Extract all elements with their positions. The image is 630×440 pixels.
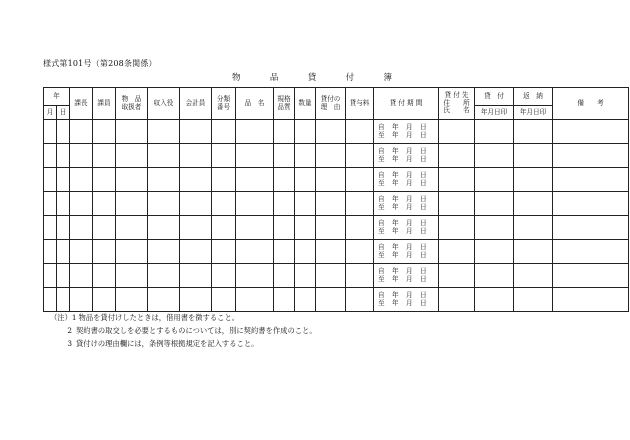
income-officer-header: 収入役	[148, 88, 180, 120]
ledger-cell[interactable]	[475, 216, 514, 240]
ledger-cell[interactable]	[553, 240, 629, 264]
ledger-cell[interactable]	[316, 192, 346, 216]
ledger-cell[interactable]	[212, 192, 236, 216]
ledger-cell[interactable]	[274, 288, 295, 312]
ledger-cell[interactable]	[553, 192, 629, 216]
ledger-cell[interactable]	[295, 240, 316, 264]
quantity-header: 数量	[295, 88, 316, 120]
ledger-cell[interactable]	[236, 144, 274, 168]
ledger-cell[interactable]	[346, 288, 374, 312]
ledger-cell[interactable]	[553, 288, 629, 312]
ledger-cell[interactable]	[346, 192, 374, 216]
ledger-cell[interactable]	[236, 216, 274, 240]
ledger-cell[interactable]	[70, 216, 93, 240]
day-header: 日	[57, 106, 70, 120]
period-from: 自 年 月 日	[378, 194, 427, 203]
title-char: 付	[345, 73, 355, 83]
ledger-cell[interactable]	[316, 288, 346, 312]
ledger-cell[interactable]	[212, 240, 236, 264]
goods-handler-header: 物 品 取扱者	[116, 88, 148, 120]
ledger-cell[interactable]	[274, 264, 295, 288]
ledger-cell[interactable]	[295, 192, 316, 216]
return-date-seal-header: 年月日印	[514, 106, 553, 120]
accountant-header: 会計員	[180, 88, 212, 120]
ledger-cell[interactable]	[148, 120, 180, 144]
ledger-cell[interactable]	[475, 240, 514, 264]
ledger-cell[interactable]	[295, 120, 316, 144]
ledger-cell[interactable]	[514, 144, 553, 168]
loan-period-cell[interactable]	[374, 192, 439, 216]
ledger-cell[interactable]	[439, 168, 475, 192]
note-line	[50, 337, 317, 350]
table-row	[44, 240, 629, 264]
ledger-cell[interactable]	[439, 288, 475, 312]
ledger-cell[interactable]	[57, 144, 70, 168]
ledger-cell[interactable]	[148, 168, 180, 192]
ledger-cell[interactable]	[93, 192, 116, 216]
ledger-cell[interactable]	[44, 288, 57, 312]
form-id: 様式第101号（第208条関係）	[43, 59, 157, 68]
ledger-cell[interactable]	[70, 144, 93, 168]
notes	[50, 311, 317, 350]
lender-info-header: 貸 付 先 住 所 氏 名	[439, 88, 475, 120]
ledger-cell[interactable]	[148, 216, 180, 240]
ledger-cell[interactable]	[475, 168, 514, 192]
spec-quality-header: 規格 品質	[274, 88, 295, 120]
ledger-cell[interactable]	[346, 240, 374, 264]
ledger-cell[interactable]	[93, 168, 116, 192]
period-to: 至 年 月 日	[378, 154, 427, 163]
ledger-cell[interactable]	[439, 264, 475, 288]
period-to: 至 年 月 日	[378, 298, 427, 307]
ledger-cell[interactable]	[475, 144, 514, 168]
loan-period-header: 貸 付 期 間	[374, 88, 439, 120]
ledger-cell[interactable]	[93, 264, 116, 288]
loan-period-cell[interactable]	[374, 144, 439, 168]
period-from: 自 年 月 日	[378, 146, 427, 155]
loan-fee-header: 貸与料	[346, 88, 374, 120]
note-text: 物品を貸付けしたときは，借用書を徴すること。	[78, 313, 240, 322]
ledger-cell[interactable]	[44, 120, 57, 144]
ledger-cell[interactable]	[93, 216, 116, 240]
class-number-header: 分類 番号	[212, 88, 236, 120]
ledger-cell[interactable]	[514, 120, 553, 144]
ledger-cell[interactable]	[70, 192, 93, 216]
note-text: 契約書の取交しを必要とするものについては，別に契約書を作成のこと。	[76, 326, 317, 335]
period-from: 自 年 月 日	[378, 122, 427, 131]
ledger-cell[interactable]	[180, 168, 212, 192]
ledger-cell[interactable]	[44, 264, 57, 288]
title-char: 物	[232, 73, 241, 83]
period-to: 至 年 月 日	[378, 274, 427, 283]
ledger-cell[interactable]	[316, 216, 346, 240]
ledger-cell[interactable]	[148, 144, 180, 168]
ledger-cell[interactable]	[212, 216, 236, 240]
loan-period-cell[interactable]	[374, 216, 439, 240]
note-text: 貸付けの理由欄には，条例等根拠規定を記入すること。	[76, 339, 259, 348]
title-char: 品	[269, 73, 279, 83]
ledger-cell[interactable]	[70, 120, 93, 144]
table-row	[44, 120, 629, 144]
ledger-cell[interactable]	[475, 264, 514, 288]
staff-header: 課員	[93, 88, 116, 120]
ledger-cell[interactable]	[475, 192, 514, 216]
ledger-cell[interactable]	[475, 288, 514, 312]
ledger-cell[interactable]	[553, 120, 629, 144]
ledger-cell[interactable]	[148, 288, 180, 312]
ledger-cell[interactable]	[180, 264, 212, 288]
ledger-cell[interactable]	[57, 168, 70, 192]
period-from: 自 年 月 日	[378, 170, 427, 179]
ledger-cell[interactable]	[116, 192, 148, 216]
ledger-cell[interactable]	[553, 168, 629, 192]
ledger-cell[interactable]	[295, 168, 316, 192]
ledger-cell[interactable]	[116, 144, 148, 168]
month-header: 月	[44, 106, 57, 120]
ledger-cell[interactable]	[439, 240, 475, 264]
ledger-cell[interactable]	[274, 192, 295, 216]
note-line	[50, 311, 317, 324]
ledger-cell[interactable]	[70, 264, 93, 288]
title-char: 貸	[307, 73, 317, 83]
ledger-cell[interactable]	[70, 168, 93, 192]
ledger-cell[interactable]	[116, 216, 148, 240]
ledger-cell[interactable]	[116, 288, 148, 312]
ledger-cell[interactable]	[346, 264, 374, 288]
ledger-cell[interactable]	[514, 240, 553, 264]
table-row	[44, 192, 629, 216]
loan-period-cell[interactable]	[374, 264, 439, 288]
ledger-cell[interactable]	[236, 288, 274, 312]
title-char: 簿	[383, 73, 392, 83]
ledger-cell[interactable]	[346, 120, 374, 144]
ledger-cell[interactable]	[316, 168, 346, 192]
period-from: 自 年 月 日	[378, 242, 427, 251]
ledger-cell[interactable]	[553, 264, 629, 288]
ledger-cell[interactable]	[439, 120, 475, 144]
ledger-cell[interactable]	[212, 120, 236, 144]
ledger-cell[interactable]	[57, 120, 70, 144]
ledger-cell[interactable]	[116, 168, 148, 192]
table-row	[44, 264, 629, 288]
note-line	[50, 324, 317, 337]
loan-date-seal-header: 年月日印	[475, 106, 514, 120]
ledger-cell[interactable]	[295, 264, 316, 288]
period-to: 至 年 月 日	[378, 178, 427, 187]
ledger-cell[interactable]	[180, 240, 212, 264]
ledger-cell[interactable]	[180, 144, 212, 168]
ledger-cell[interactable]	[57, 240, 70, 264]
loan-period-cell[interactable]	[374, 120, 439, 144]
ledger-cell[interactable]	[439, 192, 475, 216]
ledger-cell[interactable]	[316, 120, 346, 144]
ledger-cell[interactable]	[212, 288, 236, 312]
ledger-cell[interactable]	[274, 240, 295, 264]
ledger-cell[interactable]	[93, 240, 116, 264]
ledger-cell[interactable]	[57, 192, 70, 216]
ledger-cell[interactable]	[553, 144, 629, 168]
ledger-cell[interactable]	[514, 192, 553, 216]
ledger-cell[interactable]	[295, 144, 316, 168]
ledger-cell[interactable]	[116, 264, 148, 288]
section-chief-header: 課長	[70, 88, 93, 120]
ledger-cell[interactable]	[346, 216, 374, 240]
ledger-cell[interactable]	[116, 240, 148, 264]
ledger-cell[interactable]	[44, 216, 57, 240]
goods-loan-ledger-table	[43, 87, 629, 312]
ledger-cell[interactable]	[475, 120, 514, 144]
ledger-cell[interactable]	[93, 144, 116, 168]
ledger-cell[interactable]	[236, 240, 274, 264]
ledger-cell[interactable]	[148, 192, 180, 216]
table-row	[44, 144, 629, 168]
period-to: 至 年 月 日	[378, 250, 427, 259]
loan-period-cell[interactable]	[374, 240, 439, 264]
ledger-cell[interactable]	[180, 120, 212, 144]
ledger-cell[interactable]	[316, 240, 346, 264]
period-from: 自 年 月 日	[378, 266, 427, 275]
ledger-cell[interactable]	[93, 120, 116, 144]
ledger-cell[interactable]	[295, 216, 316, 240]
ledger-cell[interactable]	[70, 240, 93, 264]
loan-period-cell[interactable]	[374, 288, 439, 312]
page-title	[232, 71, 392, 83]
ledger-cell[interactable]	[514, 168, 553, 192]
ledger-cell[interactable]	[295, 288, 316, 312]
period-to: 至 年 月 日	[378, 226, 427, 235]
note-number: 3	[67, 339, 72, 348]
ledger-cell[interactable]	[57, 264, 70, 288]
ledger-cell[interactable]	[274, 168, 295, 192]
ledger-cell[interactable]	[514, 288, 553, 312]
ledger-cell[interactable]	[148, 264, 180, 288]
ledger-cell[interactable]	[439, 216, 475, 240]
ledger-cell[interactable]	[346, 144, 374, 168]
ledger-cell[interactable]	[553, 216, 629, 240]
ledger-cell[interactable]	[236, 192, 274, 216]
ledger-cell[interactable]	[44, 144, 57, 168]
ledger-cell[interactable]	[44, 192, 57, 216]
note-number: （注）1	[50, 313, 77, 322]
ledger-cell[interactable]	[180, 192, 212, 216]
table-row	[44, 168, 629, 192]
ledger-cell[interactable]	[514, 264, 553, 288]
ledger-cell[interactable]	[70, 288, 93, 312]
ledger-cell[interactable]	[57, 288, 70, 312]
return-header: 返 納	[514, 88, 553, 106]
table-row	[44, 216, 629, 240]
year-header: 年	[44, 88, 70, 106]
ledger-cell[interactable]	[212, 168, 236, 192]
item-name-header: 品 名	[236, 88, 274, 120]
period-from: 自 年 月 日	[378, 290, 427, 299]
period-to: 至 年 月 日	[378, 202, 427, 211]
ledger-cell[interactable]	[148, 240, 180, 264]
ledger-cell[interactable]	[236, 120, 274, 144]
ledger-cell[interactable]	[116, 120, 148, 144]
period-to: 至 年 月 日	[378, 130, 427, 139]
ledger-cell[interactable]	[57, 216, 70, 240]
ledger-cell[interactable]	[346, 168, 374, 192]
ledger-cell[interactable]	[180, 288, 212, 312]
ledger-cell[interactable]	[236, 264, 274, 288]
ledger-cell[interactable]	[44, 168, 57, 192]
ledger-cell[interactable]	[236, 168, 274, 192]
ledger-cell[interactable]	[212, 144, 236, 168]
ledger-cell[interactable]	[514, 216, 553, 240]
ledger-cell[interactable]	[316, 144, 346, 168]
ledger-cell[interactable]	[44, 240, 57, 264]
loan-header: 貸 付	[475, 88, 514, 106]
ledger-cell[interactable]	[274, 216, 295, 240]
loan-reason-header: 貸付の 理 由	[316, 88, 346, 120]
ledger-cell[interactable]	[316, 264, 346, 288]
remarks-header: 備 考	[553, 88, 629, 120]
ledger-cell[interactable]	[439, 144, 475, 168]
ledger-cell[interactable]	[274, 120, 295, 144]
period-from: 自 年 月 日	[378, 218, 427, 227]
ledger-cell[interactable]	[274, 144, 295, 168]
ledger-cell[interactable]	[93, 288, 116, 312]
table-row	[44, 288, 629, 312]
loan-period-cell[interactable]	[374, 168, 439, 192]
note-number: 2	[67, 326, 72, 335]
ledger-cell[interactable]	[180, 216, 212, 240]
ledger-cell[interactable]	[212, 264, 236, 288]
